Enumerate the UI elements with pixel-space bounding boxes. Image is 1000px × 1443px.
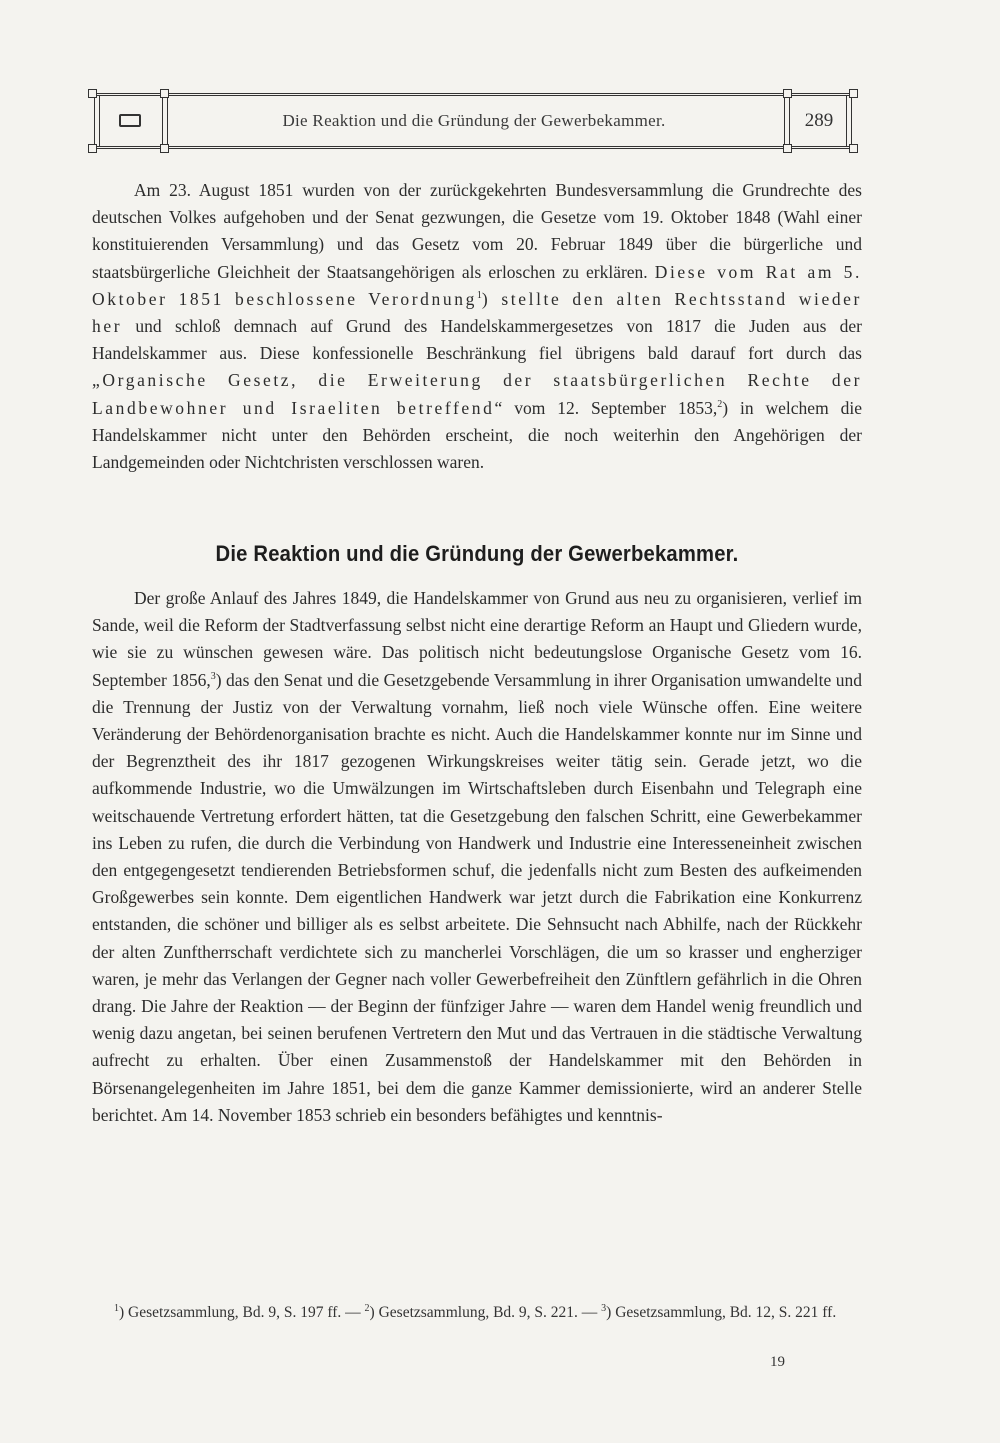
page-number: 289 [804,110,834,131]
running-title: Die Reaktion und die Gründung der Gewerbekammer. [282,111,666,130]
footnotes: $^1$) Gesetzsammlung, Bd. 9, S. 197 ff. — $^2$) Gesetzsammlung, Bd. 9, S. 221. — $^3$) Gesetzsammlung, Bd. 12, S. 221 ff. [114,1302,837,1321]
footnote-ref: 1 [476,289,482,301]
footnote-ref: 2 [717,398,723,410]
printer-signature: 19 [770,1354,785,1370]
paragraph-2: Der große Anlauf des Jahres 1849, die Handelskammer von Grund aus neu zu organisieren, verlief im Sande, weil die Reform der Stadtverfassung selbst nicht eine derartige Reform an Haupt und Gliedern wurde, wie sie zu wünschen gewesen wäre. Das politisch nicht bedeutungslose Organische Gesetz vom 16. September 1856,$^3$) das den Senat und die Gesetzgebende Versammlung in ihrer Organisation umwandelte und die Trennung der Justiz von der Verwaltung vornahm, ließ noch viele Wünsche offen. Eine weitere Veränderung der Behördenorganisation brachte es nicht. Auch die Handelskammer konnte nur im Sinne und der Begrenztheit des ihr 1817 gezogenen Wirkungskreises weiter tätig sein. Gerade jetzt, wo die aufkommende Industrie, wo die Umwälzungen im Wirtschaftsleben durch Eisenbahn und Telegraph eine weitschauende Vertretung erfordert hätten, tat die Gesetzgebung den falschen Schritt, eine Gewerbekammer ins Leben zu rufen, die durch die Verbindung von Handwerk und Industrie eine Interesseneinheit zwischen den entgegengesetzt tendierenden Betriebsformen schuf, die jedenfalls nicht zum Besten des aufkeimenden Großgewerbes sein konnte. Dem eigentlichen Handwerk war jetzt durch die Fabrikation eine Konkurrenz entstanden, die schöner und billiger als es selbst arbeitete. Die Sehnsucht nach Abhilfe, nach der Rückkehr der alten Zunftherrschaft verdichtete sich zu mancherlei Vorschlägen, die um so krasser und engherziger waren, je mehr das Verlangen der Gegner nach voller Gewerbefreiheit den Zünftlern gefährlich in die Ohren drang. Die Jahre der Reaktion — der Beginn der fünfziger Jahre — waren dem Handel wenig freundlich und wenig dazu angetan, bei seinen berufenen Vertretern den Mut und das Vertrauen in die städtische Verwaltung aufrecht zu erhalten. Über einen Zusammenstoß der Handelskammer mit den Behörden in Börsenangelegenheiten im Jahre 1851, bei dem die ganze Kammer demissionierte, wird an anderer Stelle berichtet. Am 14. November 1853 schrieb ein besonders befähigtes und kenntnis- [92,588,862,1125]
running-header [92,93,854,149]
section-heading: Die Reaktion und die Gründung der Gewerbekammer. [215,541,739,566]
ornament-icon [119,114,141,127]
paragraph-1: Am 23. August 1851 wurden von der zurückgekehrten Bundesversammlung die Grundrechte des deutschen Volkes aufgehoben und der Senat gezwungen, die Gesetze vom 19. Oktober 1848 (Wahl einer konstituierenden Versammlung) und das Gesetz vom 20. Februar 1849 über die bürgerliche und staatsbürgerliche Gleichheit der Staatsangehörigen als erloschen zu erklären. Diese vom Rat am 5. Oktober 1851 beschlossene Verordnung$^1$) stellte den alten Rechtsstand wieder her und schloß demnach auf Grund des Handelskammergesetzes von 1817 die Juden aus der Handelskammer aus. Diese konfessionelle Beschränkung fiel übrigens bald darauf fort durch das „Organische Gesetz, die Erweiterung der staatsbürgerlichen Rechte der Landbewohner und Israeliten betreffend“ vom 12. September 1853,$^2$) in welchem die Handelskammer nicht unter den Behörden erscheint, die noch weiterhin den Angehörigen der Landgemeinden oder Nichtchristen verschlossen waren. [92,180,863,473]
footnote-ref: 3 [210,670,216,682]
